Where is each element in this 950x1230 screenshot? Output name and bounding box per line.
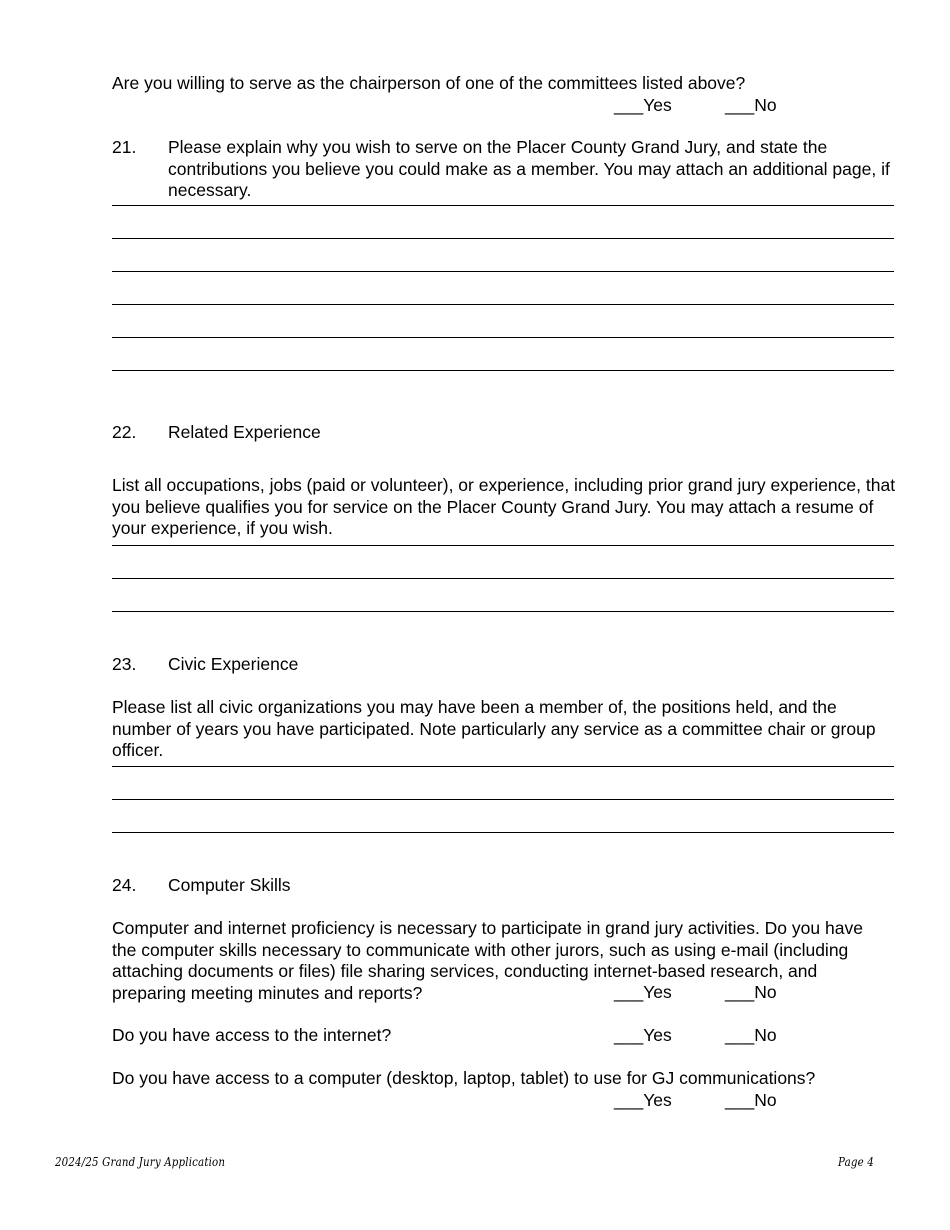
computer-skills-yes-option[interactable]: ___Yes	[614, 982, 672, 1002]
q22-title: Related Experience	[168, 422, 321, 442]
q21-answer-line[interactable]	[112, 271, 894, 272]
computer-access-question: Do you have access to a computer (desktop, laptop, tablet) to use for GJ communications?	[112, 1068, 816, 1088]
q23-answer-line[interactable]	[112, 832, 894, 833]
q24-title: Computer Skills	[168, 875, 291, 895]
q21-answer-line[interactable]	[112, 238, 894, 239]
footer-page-number: Page 4	[838, 1154, 874, 1169]
q23-number: 23.	[112, 654, 137, 674]
q21-number: 21.	[112, 137, 137, 157]
q21-text: Please explain why you wish to serve on the Placer County Grand Jury, and state the contributions you believe you could make as a member. You may attach an additional page, if necessary.	[168, 137, 890, 200]
q23-text: Please list all civic organizations you may have been a member of, the positions held, and the number of years you have participated. Note particularly any service as a committee chair or group officer.	[112, 697, 876, 760]
internet-access-yes-option[interactable]: ___Yes	[614, 1025, 672, 1045]
q23-answer-line[interactable]	[112, 799, 894, 800]
footer-document-title: 2024/25 Grand Jury Application	[55, 1154, 226, 1169]
q23-title: Civic Experience	[168, 654, 299, 674]
q24-number: 24.	[112, 875, 137, 895]
q22-number: 22.	[112, 422, 137, 442]
q21-answer-line[interactable]	[112, 370, 894, 371]
q23-answer-line[interactable]	[112, 766, 894, 767]
q21-answer-line[interactable]	[112, 304, 894, 305]
chairperson-yes-option[interactable]: ___Yes	[614, 95, 672, 115]
q22-text: List all occupations, jobs (paid or volunteer), or experience, including prior grand jury experience, that you believe qualifies you for service on the Placer County Grand Jury. You may attach a resume of your experience, if you wish.	[112, 475, 896, 538]
internet-access-question: Do you have access to the internet?	[112, 1025, 392, 1045]
computer-skills-no-option[interactable]: ___No	[725, 982, 777, 1002]
computer-access-yes-option[interactable]: ___Yes	[614, 1090, 672, 1110]
q22-answer-line[interactable]	[112, 578, 894, 579]
chairperson-question: Are you willing to serve as the chairperson of one of the committees listed above?	[112, 73, 746, 93]
q21-answer-line[interactable]	[112, 337, 894, 338]
q22-answer-line[interactable]	[112, 545, 894, 546]
internet-access-no-option[interactable]: ___No	[725, 1025, 777, 1045]
computer-access-no-option[interactable]: ___No	[725, 1090, 777, 1110]
q21-answer-line[interactable]	[112, 205, 894, 206]
q22-answer-line[interactable]	[112, 611, 894, 612]
q24-text: Computer and internet proficiency is necessary to participate in grand jury activities. Do you have the computer skills necessary to communicate with other jurors, such as using e-mail (including attaching documents or files) file sharing services, conducting internet-based research, and preparing meeting minutes and reports?	[112, 918, 863, 1003]
chairperson-no-option[interactable]: ___No	[725, 95, 777, 115]
